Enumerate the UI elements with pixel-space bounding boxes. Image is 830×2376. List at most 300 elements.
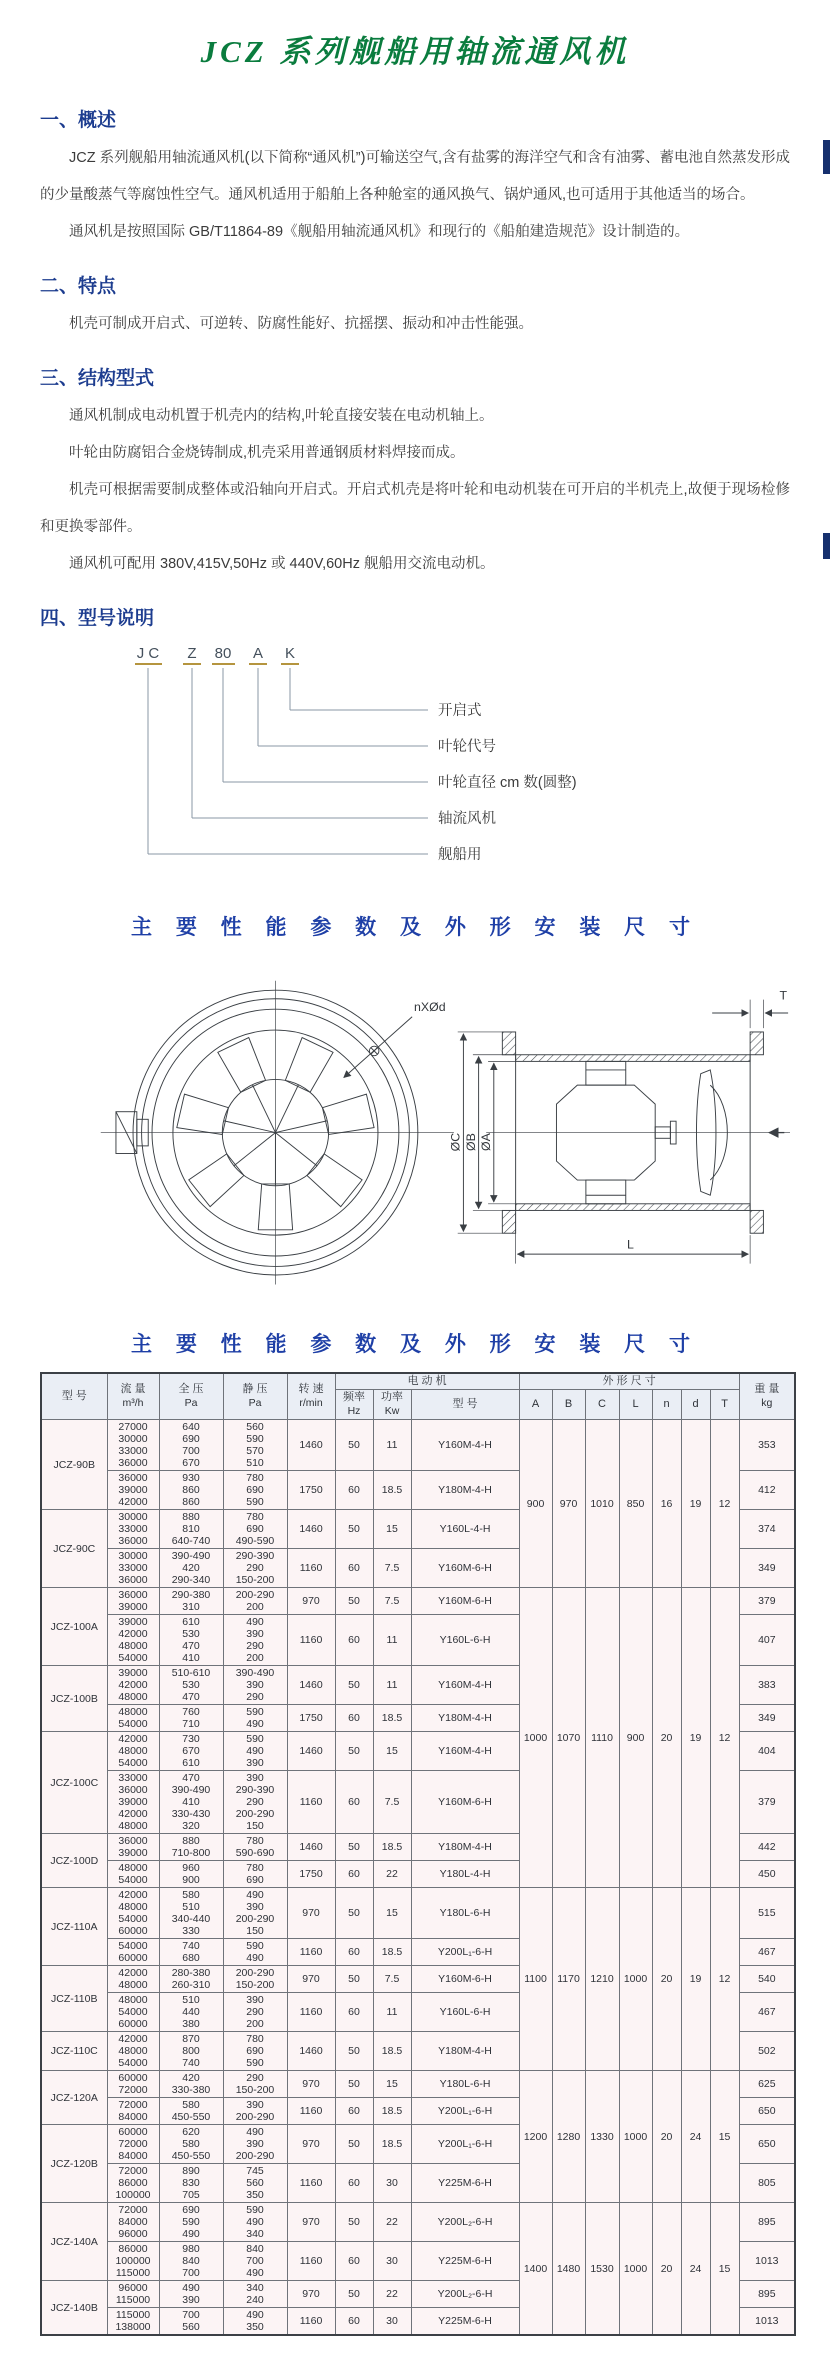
speed-cell: 1460	[287, 1666, 335, 1705]
total-pressure-cell: 470 390-490 410 330-430 320	[159, 1771, 223, 1834]
dim-l-cell: 1000	[619, 1888, 652, 2071]
dim-l-cell: 900	[619, 1588, 652, 1888]
motor-model-cell: Y180M-4-H	[411, 1834, 519, 1861]
power-cell: 11	[373, 1993, 411, 2032]
speed-cell: 1750	[287, 1861, 335, 1888]
power-cell: 15	[373, 2071, 411, 2098]
weight-cell: 374	[739, 1510, 795, 1549]
dim-c-cell: 1330	[585, 2071, 619, 2203]
motor-model-cell: Y160L-6-H	[411, 1993, 519, 2032]
motor-model-cell: Y180L-6-H	[411, 1888, 519, 1939]
static-pressure-cell: 340 240	[223, 2281, 287, 2308]
col-header-model: 型 号	[41, 1373, 107, 1420]
total-pressure-cell: 280-380 260-310	[159, 1966, 223, 1993]
total-pressure-cell: 930 860 860	[159, 1471, 223, 1510]
col-header-motor-group: 电 动 机	[335, 1373, 519, 1390]
total-pressure-cell: 510-610 530 470	[159, 1666, 223, 1705]
dim-n-cell: 20	[652, 2071, 681, 2203]
spec-table	[40, 1372, 796, 2337]
flow-cell: 86000 100000 115000	[107, 2242, 159, 2281]
dim-c-cell: 1110	[585, 1588, 619, 1888]
static-pressure-cell: 745 560 350	[223, 2164, 287, 2203]
structure-paragraph-3: 机壳可根据需要制成整体或沿轴向开启式。开启式机壳是将叶轮和电动机装在可开启的半机壳上,故便于现场检修和更换零部件。	[40, 481, 790, 535]
total-pressure-cell: 700 560	[159, 2308, 223, 2336]
frequency-cell: 60	[335, 2098, 373, 2125]
code-part-jc: J C	[136, 644, 160, 662]
frequency-cell: 50	[335, 1420, 373, 1471]
model-cell: JCZ-120A	[41, 2071, 107, 2125]
dim-b-cell: 970	[552, 1420, 585, 1588]
flow-cell: 39000 42000 48000	[107, 1666, 159, 1705]
frequency-cell: 50	[335, 1666, 373, 1705]
flow-cell: 72000 84000 96000	[107, 2203, 159, 2242]
spec-table-head	[41, 1373, 795, 1420]
speed-cell: 1160	[287, 2308, 335, 2336]
code-part-80: 80	[214, 644, 232, 662]
dim-n-cell: 20	[652, 1588, 681, 1888]
power-cell: 18.5	[373, 2032, 411, 2071]
speed-cell: 970	[287, 1888, 335, 1939]
flow-cell: 27000 30000 33000 36000	[107, 1420, 159, 1471]
speed-cell: 1160	[287, 2164, 335, 2203]
frequency-cell: 50	[335, 2281, 373, 2308]
spec-table-body	[41, 1420, 795, 2336]
col-header-dims-group: 外 形 尺 寸	[519, 1373, 739, 1390]
structure-paragraph-4: 通风机可配用 380V,415V,50Hz 或 440V,60Hz 舰船用交流电动机。	[69, 555, 495, 572]
static-pressure-cell: 780 690	[223, 1861, 287, 1888]
static-pressure-cell: 490 390 200-290	[223, 2125, 287, 2164]
dim-d-cell: 19	[681, 1588, 710, 1888]
static-pressure-cell: 780 690 490-590	[223, 1510, 287, 1549]
spec-table-wrap	[40, 1372, 794, 2337]
power-cell: 22	[373, 2203, 411, 2242]
power-cell: 22	[373, 1861, 411, 1888]
weight-cell: 442	[739, 1834, 795, 1861]
total-pressure-cell: 580 450-550	[159, 2098, 223, 2125]
speed-cell: 1160	[287, 1939, 335, 1966]
power-cell: 11	[373, 1615, 411, 1666]
frequency-cell: 50	[335, 2071, 373, 2098]
weight-cell: 450	[739, 1861, 795, 1888]
col-header-speed: 转 速 r/min	[287, 1373, 335, 1420]
structure-paragraph-2: 叶轮由防腐铝合金烧铸制成,机壳采用普通钢质材料焊接而成。	[69, 444, 465, 461]
dim-l-cell: 850	[619, 1420, 652, 1588]
flow-cell: 72000 84000	[107, 2098, 159, 2125]
speed-cell: 1160	[287, 1993, 335, 2032]
frequency-cell: 50	[335, 2203, 373, 2242]
code-label-impeller-code: 叶轮代号	[438, 738, 496, 755]
section-heading-overview: 一、概述	[40, 110, 117, 131]
power-cell: 18.5	[373, 2098, 411, 2125]
spec-row	[41, 2071, 795, 2098]
power-cell: 7.5	[373, 1588, 411, 1615]
dim-c-label: ØC	[448, 1132, 463, 1152]
model-cell: JCZ-100B	[41, 1666, 107, 1732]
static-pressure-cell: 490 350	[223, 2308, 287, 2336]
weight-cell: 349	[739, 1705, 795, 1732]
total-pressure-cell: 420 330-380	[159, 2071, 223, 2098]
speed-cell: 1160	[287, 2242, 335, 2281]
motor-model-cell: Y160L-4-H	[411, 1510, 519, 1549]
power-cell: 7.5	[373, 1549, 411, 1588]
static-pressure-cell: 490 390 200-290 150	[223, 1888, 287, 1939]
dim-n-cell: 20	[652, 2203, 681, 2336]
dimension-drawing-svg	[40, 955, 790, 1295]
speed-cell: 970	[287, 2203, 335, 2242]
power-cell: 22	[373, 2281, 411, 2308]
speed-cell: 1750	[287, 1471, 335, 1510]
dim-b-cell: 1170	[552, 1888, 585, 2071]
spec-row	[41, 1588, 795, 1615]
speed-cell: 1460	[287, 1510, 335, 1549]
spec-row	[41, 2203, 795, 2242]
power-cell: 11	[373, 1666, 411, 1705]
power-cell: 15	[373, 1888, 411, 1939]
col-header-total-pressure: 全 压 Pa	[159, 1373, 223, 1420]
motor-model-cell: Y225M-6-H	[411, 2308, 519, 2336]
model-cell: JCZ-90C	[41, 1510, 107, 1588]
dim-d-cell: 19	[681, 1888, 710, 2071]
static-pressure-cell: 200-290 150-200	[223, 1966, 287, 1993]
model-cell: JCZ-90B	[41, 1420, 107, 1510]
weight-cell: 895	[739, 2203, 795, 2242]
total-pressure-cell: 580 510 340-440 330	[159, 1888, 223, 1939]
power-cell: 18.5	[373, 1834, 411, 1861]
weight-cell: 502	[739, 2032, 795, 2071]
dim-a-cell: 1400	[519, 2203, 552, 2336]
features-paragraph: 机壳可制成开启式、可逆转、防腐性能好、抗摇摆、振动和冲击性能强。	[69, 315, 533, 332]
speed-cell: 1460	[287, 2032, 335, 2071]
speed-cell: 1750	[287, 1705, 335, 1732]
dim-a-cell: 900	[519, 1420, 552, 1588]
motor-model-cell: Y180L-4-H	[411, 1861, 519, 1888]
code-part-k: K	[284, 644, 296, 662]
weight-cell: 379	[739, 1771, 795, 1834]
dim-c-cell: 1210	[585, 1888, 619, 2071]
dim-a-cell: 1000	[519, 1588, 552, 1888]
flow-cell: 48000 54000 60000	[107, 1993, 159, 2032]
static-pressure-cell: 840 700 490	[223, 2242, 287, 2281]
total-pressure-cell: 730 670 610	[159, 1732, 223, 1771]
flow-cell: 48000 54000	[107, 1861, 159, 1888]
total-pressure-cell: 620 580 450-550	[159, 2125, 223, 2164]
motor-model-cell: Y160M-6-H	[411, 1549, 519, 1588]
speed-cell: 1460	[287, 1732, 335, 1771]
power-cell: 18.5	[373, 2125, 411, 2164]
dim-t-cell: 12	[710, 1588, 739, 1888]
flow-cell: 48000 54000	[107, 1705, 159, 1732]
dim-b-cell: 1280	[552, 2071, 585, 2203]
weight-cell: 379	[739, 1588, 795, 1615]
weight-cell: 1013	[739, 2242, 795, 2281]
weight-cell: 515	[739, 1888, 795, 1939]
flow-cell: 42000 48000 54000	[107, 2032, 159, 2071]
flow-cell: 42000 48000 54000 60000	[107, 1888, 159, 1939]
static-pressure-cell: 490 390 290 200	[223, 1615, 287, 1666]
total-pressure-cell: 390-490 420 290-340	[159, 1549, 223, 1588]
model-cell: JCZ-110A	[41, 1888, 107, 1966]
motor-model-cell: Y160M-4-H	[411, 1420, 519, 1471]
bolt-holes-label: nXØd	[414, 999, 446, 1014]
model-code-diagram	[80, 640, 790, 883]
overview-paragraph-1: JCZ 系列舰船用轴流通风机(以下简称“通风机”)可输送空气,含有盐雾的海洋空气和含有油雾、蓄电池自然蒸发形成的少量酸蒸气等腐蚀性空气。通风机适用于船舶上各种舱室的通风换气、锅炉通风,也可适用于其他适当的场合。	[40, 150, 790, 203]
total-pressure-cell: 980 840 700	[159, 2242, 223, 2281]
dim-l-cell: 1000	[619, 2203, 652, 2336]
col-header-dim-l: L	[619, 1390, 652, 1420]
flow-cell: 30000 33000 36000	[107, 1549, 159, 1588]
weight-cell: 383	[739, 1666, 795, 1705]
static-pressure-cell: 780 690 590	[223, 2032, 287, 2071]
total-pressure-cell: 640 690 700 670	[159, 1420, 223, 1471]
dim-d-cell: 24	[681, 2071, 710, 2203]
frequency-cell: 50	[335, 1888, 373, 1939]
total-pressure-cell: 760 710	[159, 1705, 223, 1732]
col-header-dim-b: B	[552, 1390, 585, 1420]
speed-cell: 970	[287, 2071, 335, 2098]
total-pressure-cell: 890 830 705	[159, 2164, 223, 2203]
col-header-motor-model: 型 号	[411, 1390, 519, 1420]
weight-cell: 650	[739, 2098, 795, 2125]
col-header-dim-c: C	[585, 1390, 619, 1420]
motor-model-cell: Y225M-6-H	[411, 2164, 519, 2203]
flow-cell: 30000 33000 36000	[107, 1510, 159, 1549]
weight-cell: 467	[739, 1993, 795, 2032]
section-heading-model-designation: 四、型号说明	[40, 607, 155, 629]
frequency-cell: 60	[335, 1705, 373, 1732]
flow-cell: 96000 115000	[107, 2281, 159, 2308]
dim-t-cell: 12	[710, 1420, 739, 1588]
motor-model-cell: Y225M-6-H	[411, 2242, 519, 2281]
model-cell: JCZ-140A	[41, 2203, 107, 2281]
overview-paragraph-2: 通风机是按照国际 GB/T11864-89《舰船用轴流通风机》和现行的《船舶建造规范》设计制造的。	[69, 223, 690, 240]
motor-model-cell: Y180M-4-H	[411, 1471, 519, 1510]
scan-artifact	[823, 140, 830, 174]
flow-cell: 36000 39000	[107, 1834, 159, 1861]
dim-a-cell: 1100	[519, 1888, 552, 2071]
motor-model-cell: Y200L₁-6-H	[411, 2098, 519, 2125]
col-header-weight: 重 量 kg	[739, 1373, 795, 1420]
flow-cell: 36000 39000	[107, 1588, 159, 1615]
motor-model-cell: Y180L-6-H	[411, 2071, 519, 2098]
motor-model-cell: Y160M-6-H	[411, 1588, 519, 1615]
weight-cell: 625	[739, 2071, 795, 2098]
total-pressure-cell: 290-380 310	[159, 1588, 223, 1615]
frequency-cell: 50	[335, 1834, 373, 1861]
dim-d-cell: 24	[681, 2203, 710, 2336]
col-header-dim-d: d	[681, 1390, 710, 1420]
total-pressure-cell: 490 390	[159, 2281, 223, 2308]
dim-d-cell: 19	[681, 1420, 710, 1588]
model-cell: JCZ-120B	[41, 2125, 107, 2203]
dim-t-cell: 15	[710, 2071, 739, 2203]
total-pressure-cell: 960 900	[159, 1861, 223, 1888]
flow-cell: 60000 72000	[107, 2071, 159, 2098]
speed-cell: 970	[287, 2281, 335, 2308]
model-cell: JCZ-100D	[41, 1834, 107, 1888]
col-header-power: 功率 Kw	[373, 1390, 411, 1420]
frequency-cell: 60	[335, 1861, 373, 1888]
code-label-axial-fan: 轴流风机	[438, 810, 496, 827]
model-cell: JCZ-110B	[41, 1966, 107, 2032]
power-cell: 15	[373, 1732, 411, 1771]
static-pressure-cell: 390 200-290	[223, 2098, 287, 2125]
motor-model-cell: Y180M-4-H	[411, 1705, 519, 1732]
weight-cell: 1013	[739, 2308, 795, 2336]
weight-cell: 467	[739, 1939, 795, 1966]
frequency-cell: 60	[335, 1771, 373, 1834]
power-cell: 7.5	[373, 1771, 411, 1834]
speed-cell: 1460	[287, 1834, 335, 1861]
static-pressure-cell: 590 490 390	[223, 1732, 287, 1771]
power-cell: 30	[373, 2164, 411, 2203]
frequency-cell: 60	[335, 2308, 373, 2336]
dim-c-cell: 1010	[585, 1420, 619, 1588]
total-pressure-cell: 880 810 640-740	[159, 1510, 223, 1549]
total-pressure-cell: 610 530 470 410	[159, 1615, 223, 1666]
frequency-cell: 60	[335, 1471, 373, 1510]
flow-cell: 54000 60000	[107, 1939, 159, 1966]
power-cell: 18.5	[373, 1939, 411, 1966]
dim-n-cell: 16	[652, 1420, 681, 1588]
speed-cell: 970	[287, 2125, 335, 2164]
power-cell: 30	[373, 2308, 411, 2336]
page-title: JCZ 系列舰船用轴流通风机	[200, 34, 630, 69]
frequency-cell: 50	[335, 1732, 373, 1771]
performance-header-2: 主 要 性 能 参 数 及 外 形 安 装 尺 寸	[130, 1332, 699, 1356]
dim-a-label: ØA	[479, 1132, 493, 1151]
dimension-drawing	[40, 955, 790, 1300]
power-cell: 7.5	[373, 1966, 411, 1993]
motor-model-cell: Y160M-4-H	[411, 1666, 519, 1705]
col-header-flow: 流 量 m³/h	[107, 1373, 159, 1420]
col-header-static-pressure: 静 压 Pa	[223, 1373, 287, 1420]
dim-t-label: T	[779, 988, 788, 1003]
frequency-cell: 60	[335, 1939, 373, 1966]
flow-cell: 42000 48000 54000	[107, 1732, 159, 1771]
static-pressure-cell: 390-490 390 290	[223, 1666, 287, 1705]
static-pressure-cell: 560 590 570 510	[223, 1420, 287, 1471]
motor-model-cell: Y160M-4-H	[411, 1732, 519, 1771]
code-label-marine-use: 舰船用	[438, 846, 482, 863]
motor-model-cell: Y160L-6-H	[411, 1615, 519, 1666]
power-cell: 11	[373, 1420, 411, 1471]
scan-artifact	[823, 533, 830, 559]
weight-cell: 895	[739, 2281, 795, 2308]
power-cell: 18.5	[373, 1705, 411, 1732]
model-cell: JCZ-140B	[41, 2281, 107, 2336]
motor-model-cell: Y200L₂-6-H	[411, 2281, 519, 2308]
dim-n-cell: 20	[652, 1888, 681, 2071]
weight-cell: 404	[739, 1732, 795, 1771]
code-label-open-type: 开启式	[438, 702, 482, 719]
dim-b-label: ØB	[463, 1132, 478, 1151]
frequency-cell: 50	[335, 2032, 373, 2071]
weight-cell: 650	[739, 2125, 795, 2164]
static-pressure-cell: 780 590-690	[223, 1834, 287, 1861]
spec-row	[41, 1420, 795, 1471]
motor-model-cell: Y200L₂-6-H	[411, 2203, 519, 2242]
static-pressure-cell: 780 690 590	[223, 1471, 287, 1510]
speed-cell: 1460	[287, 1420, 335, 1471]
spec-row	[41, 1888, 795, 1939]
dim-b-cell: 1070	[552, 1588, 585, 1888]
static-pressure-cell: 590 490	[223, 1705, 287, 1732]
static-pressure-cell: 290 150-200	[223, 2071, 287, 2098]
code-part-z: Z	[187, 644, 197, 662]
speed-cell: 1160	[287, 1771, 335, 1834]
frequency-cell: 60	[335, 1615, 373, 1666]
weight-cell: 353	[739, 1420, 795, 1471]
frequency-cell: 60	[335, 1549, 373, 1588]
frequency-cell: 60	[335, 2164, 373, 2203]
weight-cell: 407	[739, 1615, 795, 1666]
motor-model-cell: Y160M-6-H	[411, 1771, 519, 1834]
speed-cell: 1160	[287, 1549, 335, 1588]
flow-cell: 115000 138000	[107, 2308, 159, 2336]
model-cell: JCZ-100C	[41, 1732, 107, 1834]
frequency-cell: 60	[335, 1993, 373, 2032]
weight-cell: 412	[739, 1471, 795, 1510]
dim-b-cell: 1480	[552, 2203, 585, 2336]
speed-cell: 1160	[287, 2098, 335, 2125]
dim-a-cell: 1200	[519, 2071, 552, 2203]
flow-cell: 39000 42000 48000 54000	[107, 1615, 159, 1666]
static-pressure-cell: 390 290-390 290 200-290 150	[223, 1771, 287, 1834]
col-header-dim-t: T	[710, 1390, 739, 1420]
motor-model-cell: Y200L₁-6-H	[411, 2125, 519, 2164]
motor-model-cell: Y180M-4-H	[411, 2032, 519, 2071]
section-heading-structure: 三、结构型式	[40, 367, 155, 389]
motor-model-cell: Y200L₁-6-H	[411, 1939, 519, 1966]
power-cell: 18.5	[373, 1471, 411, 1510]
section-heading-features: 二、特点	[40, 275, 117, 297]
model-cell: JCZ-110C	[41, 2032, 107, 2071]
code-part-a: A	[252, 644, 264, 662]
speed-cell: 970	[287, 1588, 335, 1615]
flow-cell: 33000 36000 39000 42000 48000	[107, 1771, 159, 1834]
model-cell: JCZ-100A	[41, 1588, 107, 1666]
col-header-dim-n: n	[652, 1390, 681, 1420]
total-pressure-cell: 870 800 740	[159, 2032, 223, 2071]
static-pressure-cell: 290-390 290 150-200	[223, 1549, 287, 1588]
dim-l-label: L	[627, 1237, 634, 1252]
total-pressure-cell: 510 440 380	[159, 1993, 223, 2032]
performance-header-1: 主 要 性 能 参 数 及 外 形 安 装 尺 寸	[130, 915, 699, 939]
flow-cell: 36000 39000 42000	[107, 1471, 159, 1510]
frequency-cell: 50	[335, 1966, 373, 1993]
col-header-dim-a: A	[519, 1390, 552, 1420]
col-header-frequency: 频率 Hz	[335, 1390, 373, 1420]
static-pressure-cell: 590 490	[223, 1939, 287, 1966]
frequency-cell: 60	[335, 2242, 373, 2281]
code-label-impeller-diam: 叶轮直径 cm 数(圆整)	[438, 774, 577, 791]
frequency-cell: 50	[335, 1510, 373, 1549]
weight-cell: 805	[739, 2164, 795, 2203]
static-pressure-cell: 390 290 200	[223, 1993, 287, 2032]
weight-cell: 349	[739, 1549, 795, 1588]
flow-cell: 72000 86000 100000	[107, 2164, 159, 2203]
frequency-cell: 50	[335, 2125, 373, 2164]
flow-cell: 60000 72000 84000	[107, 2125, 159, 2164]
power-cell: 15	[373, 1510, 411, 1549]
dim-t-cell: 12	[710, 1888, 739, 2071]
model-code-diagram-svg	[80, 640, 800, 878]
motor-model-cell: Y160M-6-H	[411, 1966, 519, 1993]
dim-t-cell: 15	[710, 2203, 739, 2336]
dim-c-cell: 1530	[585, 2203, 619, 2336]
static-pressure-cell: 590 490 340	[223, 2203, 287, 2242]
flow-cell: 42000 48000	[107, 1966, 159, 1993]
